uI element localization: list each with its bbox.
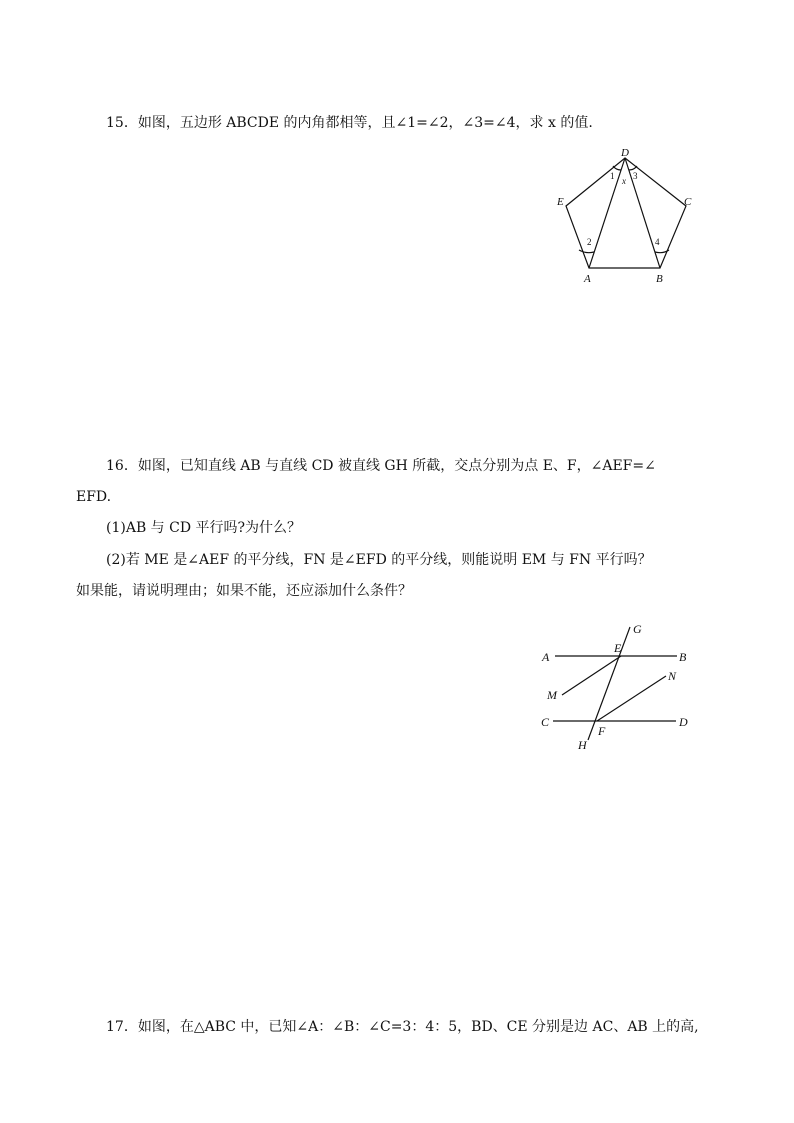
angle-arc-3: [629, 166, 637, 170]
label-M: M: [547, 688, 557, 702]
label-D: D: [679, 715, 688, 729]
pentagon-figure: [550, 142, 710, 292]
angle-arc-2: [579, 250, 594, 253]
label-A: A: [584, 273, 591, 285]
label-G: G: [633, 622, 642, 636]
problem-16-text-line1: 16．如图，已知直线 AB 与直线 CD 被直线 GH 所截，交点分别为点 E、F，∠AEF=∠: [106, 458, 656, 474]
line-FN: [597, 676, 666, 721]
line-GH: [588, 627, 630, 740]
parallel-lines-figure: [536, 620, 726, 765]
problem-16-question-1: (1)AB 与 CD 平行吗?为什么？: [106, 520, 302, 536]
problem-15-text: 15．如图，五边形 ABCDE 的内角都相等，且∠1=∠2，∠3=∠4，求 x 的值.: [106, 115, 593, 131]
problem-17-text: 17．如图，在△ABC 中，已知∠A：∠B：∠C=3：4：5，BD、CE 分别是边 AC、AB 上的高,: [106, 1019, 699, 1035]
label-D: D: [621, 147, 629, 159]
label-angle-1: 1: [610, 171, 615, 181]
label-E: E: [557, 196, 564, 208]
problem-16-text-line2: EFD.: [76, 489, 112, 505]
label-F: F: [598, 724, 606, 738]
problem-16-question-2-cont: 如果能，请说明理由；如果不能，还应添加什么条件？: [76, 583, 412, 599]
problem-16-question-2: (2)若 ME 是∠AEF 的平分线，FN 是∠EFD 的平分线，则能说明 EM 与 FN 平行吗？: [106, 552, 652, 568]
label-A: A: [542, 650, 550, 664]
label-angle-3: 3: [633, 171, 638, 181]
label-C: C: [541, 715, 550, 729]
label-angle-4: 4: [655, 237, 660, 247]
label-H: H: [578, 738, 587, 752]
diagonal-DB: [625, 158, 660, 268]
label-B: B: [679, 650, 687, 664]
diagonal-DA: [589, 158, 625, 268]
label-angle-2: 2: [587, 237, 592, 247]
angle-arc-1: [613, 166, 621, 170]
label-angle-x: x: [622, 176, 626, 186]
label-N: N: [668, 669, 677, 683]
label-C: C: [684, 196, 692, 208]
label-E: E: [614, 641, 622, 655]
label-B: B: [656, 273, 663, 285]
